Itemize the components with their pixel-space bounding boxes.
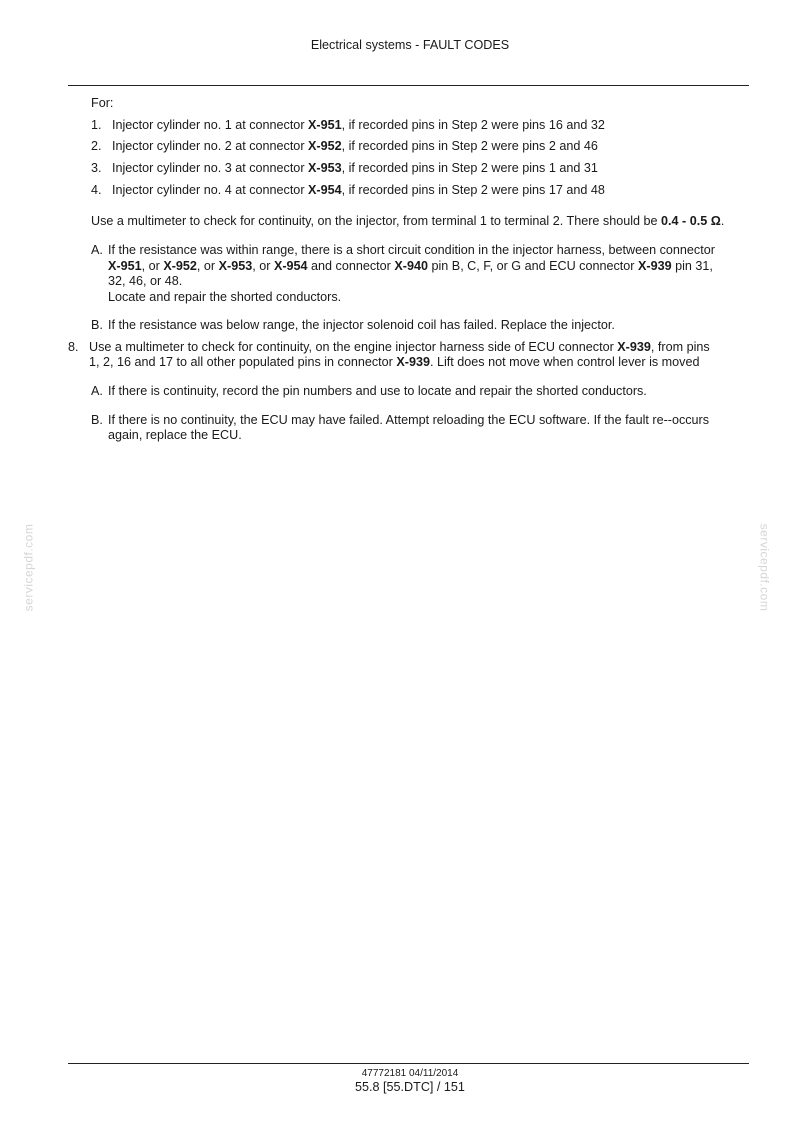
footer-document-id: 47772181 04/11/2014 — [361, 1068, 459, 1079]
list-number: 1. — [91, 118, 102, 132]
connector-label: X-939 — [396, 355, 430, 369]
connector-label: X-952 — [308, 139, 342, 153]
connector-label: X-951 — [308, 118, 342, 132]
watermark-left: servicepdf.com — [21, 523, 36, 612]
sub-step-letter: B. — [91, 318, 103, 332]
header-rule — [68, 85, 749, 86]
multimeter-instruction: Use a multimeter to check for continuity, on the injector, from terminal 1 to terminal 2. There should be 0.4 - 0.5 Ω. — [91, 214, 725, 228]
watermark-right: servicepdf.com — [757, 523, 772, 612]
intro-text: For: — [91, 96, 114, 110]
sub-step-letter: B. — [91, 413, 103, 427]
sub-step-text: If there is no continuity, the ECU may have failed. Attempt reloading the ECU software. If the fault re--occurs — [108, 413, 710, 427]
connector-label: X-939 — [617, 340, 651, 354]
sub-step-text: If there is continuity, record the pin numbers and use to locate and repair the shorted conductors. — [108, 384, 647, 398]
connector-label: X-954 — [308, 183, 342, 197]
footer-page-number: 55.8 [55.DTC] / 151 — [355, 1080, 465, 1094]
step-text: 1, 2, 16 and 17 to all other populated pins in connector X-939. Lift does not move when control lever is moved — [89, 355, 700, 369]
page-header-title: Electrical systems - FAULT CODES — [310, 38, 510, 52]
list-number: 2. — [91, 139, 102, 153]
resistance-value: 0.4 - 0.5 Ω — [661, 214, 721, 228]
sub-step-text: If the resistance was below range, the injector solenoid coil has failed. Replace the injector. — [108, 318, 615, 332]
connector-label: X-953 — [308, 161, 342, 175]
footer-rule — [68, 1063, 749, 1064]
sub-step-letter: A. — [91, 243, 103, 257]
list-text: Injector cylinder no. 1 at connector X-951, if recorded pins in Step 2 were pins 16 and 32 — [112, 118, 605, 132]
step-number: 8. — [68, 340, 79, 354]
sub-step-text: X-951, or X-952, or X-953, or X-954 and connector X-940 pin B, C, F, or G and ECU connector X-939 pin 31, — [108, 259, 713, 273]
list-text: Injector cylinder no. 3 at connector X-953, if recorded pins in Step 2 were pins 1 and 31 — [112, 161, 598, 175]
sub-step-text: again, replace the ECU. — [108, 428, 242, 442]
sub-step-text: If the resistance was within range, there is a short circuit condition in the injector harness, between connector — [108, 243, 715, 257]
sub-step-letter: A. — [91, 384, 103, 398]
sub-step-text: 32, 46, or 48. — [108, 274, 183, 288]
list-number: 3. — [91, 161, 102, 175]
list-number: 4. — [91, 183, 102, 197]
sub-step-text: Locate and repair the shorted conductors. — [108, 290, 342, 304]
list-text: Injector cylinder no. 4 at connector X-954, if recorded pins in Step 2 were pins 17 and 48 — [112, 183, 605, 197]
list-text: Injector cylinder no. 2 at connector X-952, if recorded pins in Step 2 were pins 2 and 46 — [112, 139, 598, 153]
step-text: Use a multimeter to check for continuity, on the engine injector harness side of ECU connector X-939, from pins — [89, 340, 710, 354]
